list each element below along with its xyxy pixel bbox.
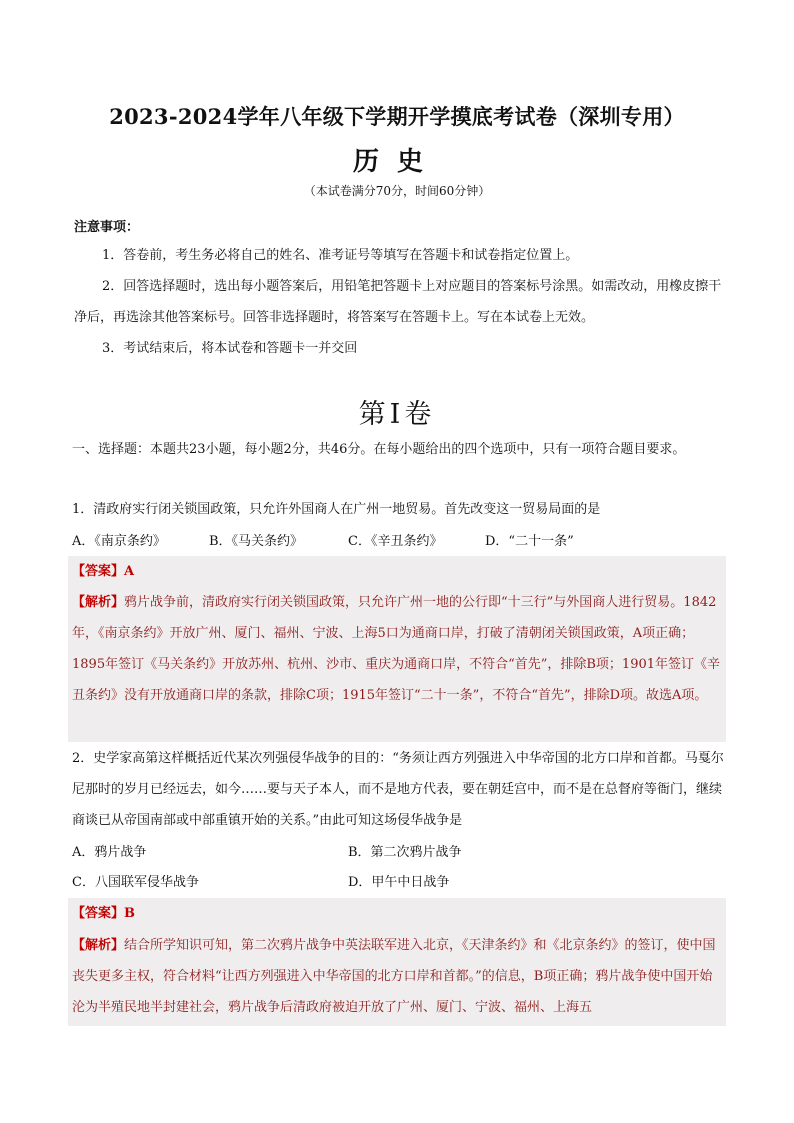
option-a: A．《南京条约》 — [72, 534, 166, 549]
question-1-options — [72, 530, 724, 556]
question-2-options — [72, 841, 724, 867]
answer-1: 【答案】A — [72, 564, 135, 579]
time-note: （本试卷满分70分，时间60分钟） — [303, 184, 491, 198]
question-1-stem: 1．清政府实行闭关锁国政策，只允许外国商人在广州一地贸易。首先改变这一贸易局面的是 — [72, 502, 601, 517]
answer-2: 【答案】B — [72, 906, 135, 921]
option-b: B．第二次鸦片战争 — [348, 845, 462, 860]
analysis-text: 结合所学知识可知，第二次鸦片战争中英法联军进入北京，《天津条约》和《北京条约》的签订，使中国丧失更多主权，符合材料“让西方列强进入中华帝国的北方口岸和首都。”的信息，B项正确；鸦片战争使中国开始沦为半殖民地半封建社会，鸦片战争后清政府被迫开放了广州、厦门、宁波、福州、上海五 — [72, 938, 716, 1015]
section-intro: 一、选择题：本题共23小题，每小题2分，共46分。在每小题给出的四个选项中，只有一项符合题目要求。 — [72, 442, 686, 457]
volume-title: 第Ⅰ卷 — [358, 399, 436, 430]
note-item-3: 3．考试结束后，将本试卷和答题卡一并交回 — [102, 341, 358, 356]
analysis-1 — [72, 587, 724, 711]
note-item-2: 2．回答选择题时，选出每小题答案后，用铅笔把答题卡上对应题目的答案标号涂黑。如需改动，用橡皮擦干净后，再选涂其他答案标号。回答非选择题时，将答案写在答题卡上。写在本试卷上无效。 — [74, 279, 722, 325]
subject-title: 历史 — [352, 147, 441, 177]
question-2-stem: 2．史学家高第这样概括近代某次列强侵华战争的目的：“务须让西方列强进入中华帝国的北方口岸和首都。马戛尔尼那时的岁月已经远去，如今……要与天子本人，而不是地方代表，要在朝廷宫中，而不是在总督府等衙门，继续商谈已从帝国南部或中部重镇开始的关系。”由此可知这场侵华战争是 — [72, 751, 724, 828]
option-c: C．《辛丑条约》 — [348, 534, 443, 549]
analysis-tag: 【解析】 — [72, 595, 125, 610]
option-d: D．甲午中日战争 — [348, 875, 450, 890]
option-c: C．八国联军侵华战争 — [72, 875, 199, 890]
note-item-1: 1．答卷前，考生务必将自己的姓名、准考证号等填写在答题卡和试卷指定位置上。 — [102, 248, 579, 263]
option-b: B．《马关条约》 — [209, 534, 304, 549]
analysis-text: 鸦片战争前，清政府实行闭关锁国政策，只允许广州一地的公行即“十三行”与外国商人进行贸易。1842年，《南京条约》开放广州、厦门、福州、宁波、上海5口为通商口岸，打破了清朝闭关锁国政策，A项正确；1895年签订《马关条约》开放苏州、杭州、沙市、重庆为通商口岸，不符合“首先”，排除B项；1901年签订《辛丑条约》没有开放通商口岸的条款，排除C项；1915年签订“二十一条”，不符合“首先”，排除D项。故选A项。 — [72, 595, 721, 703]
analysis-2 — [72, 930, 724, 1023]
notes-heading: 注意事项： — [74, 220, 140, 235]
exam-title: 2023-2024学年八年级下学期开学摸底考试卷（深圳专用） — [109, 104, 685, 129]
option-d: D．“二十一条” — [485, 534, 574, 549]
question-2-options-row-2 — [72, 871, 724, 897]
analysis-tag: 【解析】 — [72, 938, 125, 953]
option-a: A．鸦片战争 — [72, 845, 147, 860]
